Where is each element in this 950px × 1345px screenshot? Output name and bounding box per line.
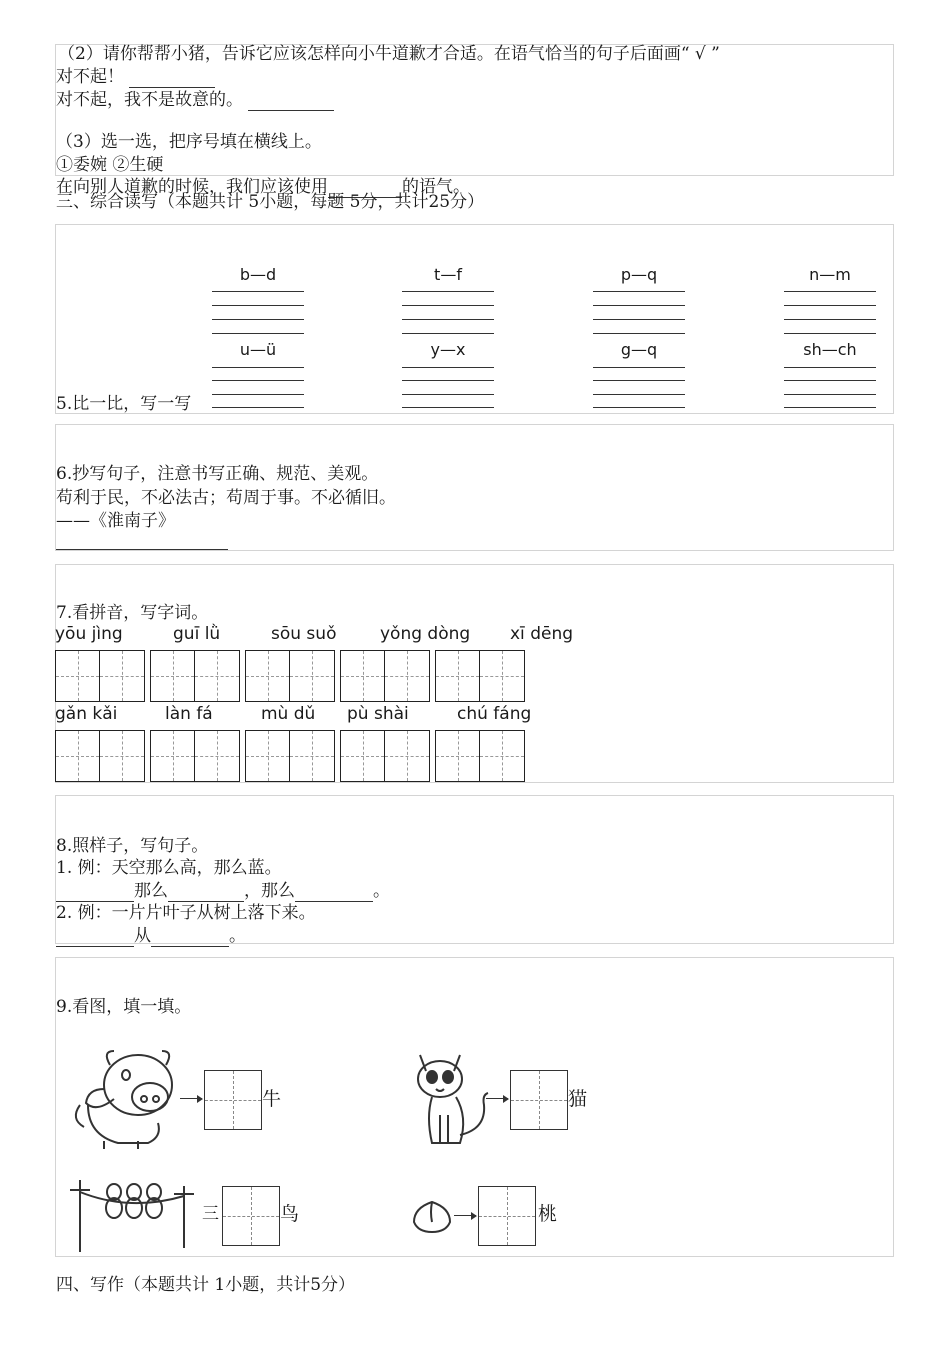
writing-line[interactable] <box>402 319 494 320</box>
letter-pair-label: n—m <box>809 265 851 284</box>
letter-pair-label: y—x <box>430 340 466 359</box>
character-box-pair[interactable] <box>435 730 525 782</box>
answer-1-word-2: ，那么 <box>244 881 295 901</box>
writing-grid-row-1 <box>55 650 525 702</box>
question-6-sentence: 苟利于民，不必法古；苟周于事。不必循旧。 <box>56 488 396 508</box>
letter-pair-label: sh—ch <box>803 340 857 359</box>
writing-line[interactable] <box>784 319 876 320</box>
character-box-pair[interactable] <box>340 730 430 782</box>
writing-line[interactable] <box>593 367 685 368</box>
character-box-pair[interactable] <box>245 730 335 782</box>
character-box-pair[interactable] <box>55 650 145 702</box>
peach-answer-box[interactable] <box>478 1186 536 1246</box>
writing-line[interactable] <box>402 305 494 306</box>
character-box-pair[interactable] <box>150 650 240 702</box>
writing-line[interactable] <box>784 394 876 395</box>
question-8-label: 8.照样子，写句子。 <box>56 836 209 856</box>
writing-line[interactable] <box>784 407 876 408</box>
pinyin-word: mù dǔ <box>261 704 316 724</box>
pinyin-word: yǒng dòng <box>380 624 471 644</box>
writing-line[interactable] <box>402 394 494 395</box>
writing-line[interactable] <box>593 394 685 395</box>
writing-line[interactable] <box>212 319 304 320</box>
answer-1-blank-c[interactable] <box>295 885 373 902</box>
writing-line[interactable] <box>784 367 876 368</box>
pinyin-word: sōu suǒ <box>271 624 337 644</box>
writing-line[interactable] <box>212 394 304 395</box>
writing-line[interactable] <box>593 333 685 334</box>
option-1-blank[interactable] <box>129 71 215 88</box>
pinyin-word: gǎn kǎi <box>55 704 118 724</box>
pinyin-word: yōu jìng <box>55 624 123 644</box>
cat-answer-box[interactable] <box>510 1070 568 1130</box>
section-4-heading: 四、写作（本题共计 1小题，共计5分） <box>56 1275 356 1295</box>
writing-line[interactable] <box>593 291 685 292</box>
pinyin-word: làn fá <box>165 704 213 724</box>
writing-line[interactable] <box>212 305 304 306</box>
question-6-source: ——《淮南子》 <box>56 511 175 531</box>
writing-line[interactable] <box>402 291 494 292</box>
cow-answer-box[interactable] <box>204 1070 262 1130</box>
letter-pair-label: t—f <box>434 265 462 284</box>
writing-line[interactable] <box>402 367 494 368</box>
option-1 <box>56 66 215 88</box>
character-box-pair[interactable] <box>150 730 240 782</box>
question-8-answer-2 <box>56 925 246 947</box>
question-5-label <box>56 393 191 415</box>
writing-line[interactable] <box>593 305 685 306</box>
answer-1-word-1: 那么 <box>134 881 168 901</box>
writing-line[interactable] <box>402 333 494 334</box>
birds-prefix: 三 <box>202 1204 219 1224</box>
peach-character: 桃 <box>538 1203 558 1225</box>
letter-pair-label: u—ü <box>239 340 277 359</box>
question-7-label: 7.看拼音，写字词。 <box>56 603 209 623</box>
writing-line[interactable] <box>593 319 685 320</box>
option-2-text: 对不起，我不是故意的。 <box>56 90 243 110</box>
pinyin-word: chú fáng <box>457 704 532 724</box>
writing-line[interactable] <box>212 367 304 368</box>
option-2 <box>56 89 334 111</box>
cat-character: 猫 <box>568 1088 588 1110</box>
question-3-prompt: （3）选一选，把序号填在横线上。 <box>56 132 322 152</box>
answer-2-blank-a[interactable] <box>56 930 134 947</box>
bird-character: 鸟 <box>280 1203 300 1225</box>
peach-illustration <box>410 1196 454 1236</box>
answer-1-end: 。 <box>373 881 390 901</box>
answer-2-word-1: 从 <box>134 926 151 946</box>
question-3-sentence-b: 的语气。 <box>402 177 470 197</box>
pinyin-word: pù shài <box>347 704 409 724</box>
answer-2-end: 。 <box>229 926 246 946</box>
cow-illustration <box>68 1045 186 1151</box>
writing-line[interactable] <box>212 380 304 381</box>
writing-line[interactable] <box>784 333 876 334</box>
writing-line[interactable] <box>784 305 876 306</box>
cat-illustration <box>412 1045 494 1151</box>
option-2-blank[interactable] <box>248 94 334 111</box>
writing-line[interactable] <box>402 380 494 381</box>
question-2-prompt: （2）请你帮帮小猪，告诉它应该怎样向小牛道歉才合适。在语气恰当的句子后面画“ √ ” <box>58 44 720 64</box>
character-box-pair[interactable] <box>340 650 430 702</box>
question-8-example-2: 2. 例：一片片叶子从树上落下来。 <box>56 903 316 923</box>
writing-grid-row-2 <box>55 730 525 782</box>
option-1-text: 对不起！ <box>56 67 124 87</box>
writing-line[interactable] <box>593 380 685 381</box>
question-3-options: ①委婉 ②生硬 <box>56 155 164 175</box>
question-3-sentence-a: 在向别人道歉的时候，我们应该使用 <box>56 177 328 197</box>
question-6-label: 6.抄写句子，注意书写正确、规范、美观。 <box>56 464 379 484</box>
question-9-label: 9.看图，填一填。 <box>56 997 192 1017</box>
writing-line[interactable] <box>784 380 876 381</box>
question-6-answer-line[interactable] <box>56 533 228 550</box>
cow-character: 牛 <box>262 1088 282 1110</box>
question-8-answer-1 <box>56 880 390 902</box>
writing-line[interactable] <box>402 407 494 408</box>
writing-line[interactable] <box>212 407 304 408</box>
answer-2-blank-b[interactable] <box>151 930 229 947</box>
letter-pair-label: g—q <box>620 340 658 359</box>
birds-illustration <box>66 1176 206 1254</box>
cow-arrow <box>180 1098 202 1099</box>
writing-line[interactable] <box>784 291 876 292</box>
writing-line[interactable] <box>212 333 304 334</box>
question-5-label-text: 5.比一比，写一写 <box>56 394 192 414</box>
answer-1-blank-a[interactable] <box>56 885 134 902</box>
character-box-pair[interactable] <box>55 730 145 782</box>
character-box-pair[interactable] <box>435 650 525 702</box>
bird-answer-box[interactable] <box>222 1186 280 1246</box>
letter-pair-label: b—d <box>239 265 277 284</box>
writing-line[interactable] <box>212 291 304 292</box>
answer-1-blank-b[interactable] <box>168 885 244 902</box>
question-8-example-1: 1. 例：天空那么高，那么蓝。 <box>56 858 282 878</box>
section-3-heading: 三、综合读写（本题共计 5小题，每题 5分，共计25分） <box>56 192 485 212</box>
pinyin-word: xī dēng <box>510 624 574 644</box>
letter-pair-label: p—q <box>620 265 658 284</box>
writing-line[interactable] <box>593 407 685 408</box>
character-box-pair[interactable] <box>245 650 335 702</box>
peach-arrow <box>454 1215 476 1216</box>
pinyin-word: guī lǜ <box>173 624 221 644</box>
cat-arrow <box>486 1098 508 1099</box>
